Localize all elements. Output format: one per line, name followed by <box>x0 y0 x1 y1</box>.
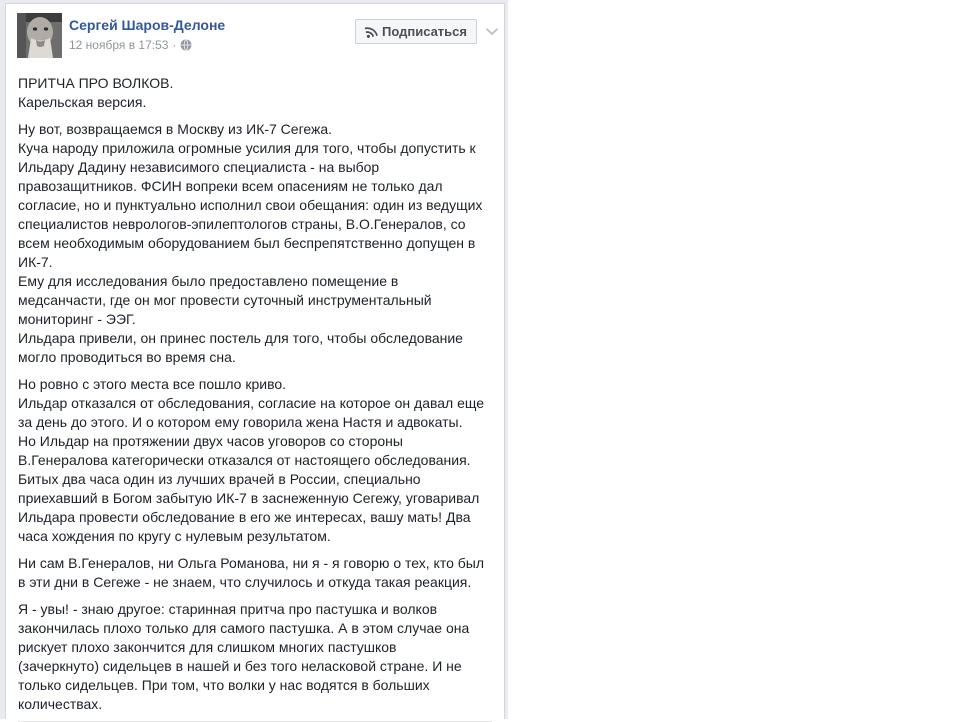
post-text-line: специалистов неврологов-эпилептологов страны, В.О.Генералов, со <box>18 216 466 232</box>
post-paragraph <box>18 600 500 714</box>
avatar-photo <box>17 13 62 58</box>
post-text-line: Ильдара привели, он принес постель для того, чтобы обследование <box>18 330 463 346</box>
post-text-line: Ильдара провести обследование в его же интересах, вашу мать! Два <box>18 509 471 525</box>
post-paragraph <box>18 120 500 367</box>
post-text-line: Но ровно с этого места все пошло криво. <box>18 376 287 392</box>
post-text-line: Я - увы! - знаю другое: старинная притча про пастушка и волков <box>18 601 438 617</box>
post-text-line: только сидельцев. При том, что волки у нас водятся в больших <box>18 677 430 693</box>
timestamp-link[interactable]: 12 ноября в 17:53 <box>69 38 169 52</box>
post-text-line: ПРИТЧА ПРО ВОЛКОВ. <box>18 75 174 91</box>
post-text-line: Битых два часа один из лучших врачей в России, специально <box>18 471 421 487</box>
follow-button-label: Подписаться <box>381 24 467 39</box>
post-paragraph <box>18 554 500 592</box>
post-text-line: медсанчасти, где он мог провести суточный инструментальный <box>18 292 432 308</box>
post-paragraph <box>18 375 500 546</box>
post-text-line: Ему для исследования было предоставлено помещение в <box>18 273 399 289</box>
post-card <box>5 3 505 719</box>
post-text-line: ИК-7. <box>18 254 53 270</box>
post-text-line: за день до этого. И о котором ему говорила жена Настя и адвокаты. <box>18 414 463 430</box>
post-text-line: рискует плохо закончится для слишком многих пастушков <box>18 639 397 655</box>
post-header <box>6 4 504 62</box>
post-text-line: Ильдар отказался от обследования, согласие на которое он давал еще <box>18 395 485 411</box>
chevron-down-icon[interactable] <box>483 25 501 39</box>
author-name-link[interactable]: Сергей Шаров-Делоне <box>69 17 226 33</box>
post-body <box>18 74 504 714</box>
post-text-line: (зачеркнуто) сидельцев в нашей и без того неласковой стране. И не <box>18 658 462 674</box>
meta-separator: · <box>172 38 177 52</box>
post-text-line: Карельская версия. <box>18 94 147 110</box>
post-text-line: приехавший в Богом забытую ИК-7 в заснеженную Сегежу, уговаривал <box>18 490 480 506</box>
post-text-line: Ни сам В.Генералов, ни Ольга Романова, ни я - я говорю о тех, кто был <box>18 555 485 571</box>
post-text-line: Ну вот, возвращаемся в Москву из ИК-7 Сегежа. <box>18 121 333 137</box>
post-text-line: правозащитников. ФСИН вопреки всем опасениям не только дал <box>18 178 443 194</box>
post-text-line: закончилась плохо только для самого пастушка. А в этом случае она <box>18 620 470 636</box>
post-text-line: всем необходимым оборудованием был беспрепятственно допущен в <box>18 235 476 251</box>
post-text-line: Куча народу приложила огромные усилия для того, чтобы допустить к <box>18 140 476 156</box>
avatar[interactable] <box>17 13 62 58</box>
globe-icon <box>180 39 192 51</box>
post-text-line: мониторинг - ЭЭГ. <box>18 311 136 327</box>
post-text-line: Но Ильдар на протяжении двух часов уговоров со стороны <box>18 433 403 449</box>
post-text-line: часа хождения по кругу с нулевым результатом. <box>18 528 331 544</box>
rss-icon <box>364 24 379 39</box>
post-text-line: В.Генералова категорически отказался от настоящего обследования. <box>18 452 471 468</box>
post-text-line: Ильдару Дадину независимого специалиста - на выбор <box>18 159 380 175</box>
post-text-line: согласие, но и пунктуально исполнил свои обещания: один из ведущих <box>18 197 483 213</box>
follow-button[interactable] <box>355 19 477 44</box>
post-text-line: количествах. <box>18 696 103 712</box>
post-text-line: могло проводиться во время сна. <box>18 349 236 365</box>
post-paragraph <box>18 74 500 112</box>
post-text-line: в эти дни в Сегеже - не знаем, что случилось и откуда такая реакция. <box>18 574 472 590</box>
